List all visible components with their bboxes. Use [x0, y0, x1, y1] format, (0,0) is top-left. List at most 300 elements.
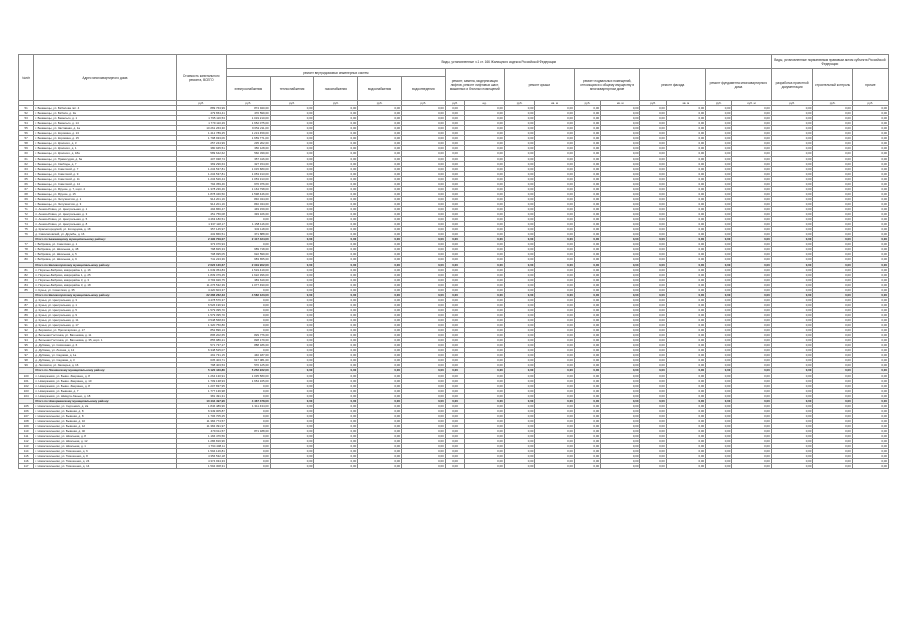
row-address: п. Поречье-Беброво, микрорайон 1, д. 16	[34, 267, 176, 272]
row-number: 57	[19, 136, 34, 141]
row-value-cell: 0,00	[270, 338, 314, 343]
row-value-cell: 0,00	[358, 363, 402, 368]
col-header-water: водоснабжения	[358, 77, 402, 101]
row-address: п. Новоржевск, ул. Бывш. Зверинец, д. 10	[34, 378, 176, 383]
row-value-cell: 0,00	[358, 459, 402, 464]
row-value-cell: 0,00	[771, 201, 813, 206]
row-number: 56	[19, 131, 34, 136]
row-value-cell: 0,00	[666, 272, 705, 277]
row-value-cell: 0,00	[314, 282, 358, 287]
row-value-cell: 0,00	[270, 287, 314, 292]
row-value-cell: 0,00	[535, 368, 574, 373]
row-value-cell: 0,00	[666, 227, 705, 232]
row-value-cell: 0,00	[732, 141, 771, 146]
row-value-cell: 0,00	[504, 338, 535, 343]
row-value-cell: 0,00	[504, 212, 535, 217]
row-value-cell: 0,00	[358, 277, 402, 282]
row-total: 6 526 196,94	[176, 302, 226, 307]
row-value-cell: 0,00	[445, 353, 465, 358]
row-value-cell: 0,00	[504, 201, 535, 206]
row-total: 1 878 346,50	[176, 191, 226, 196]
row-power-cost: 2 319 902,00	[226, 262, 270, 267]
row-value-cell: 0,00	[314, 333, 358, 338]
row-value-cell: 0,00	[640, 106, 666, 111]
row-number: 65	[19, 176, 34, 181]
row-value-cell: 0,00	[445, 222, 465, 227]
row-value-cell: 0,00	[445, 237, 465, 242]
row-number: 67	[19, 186, 34, 191]
row-value-cell: 0,00	[771, 328, 813, 333]
row-value-cell: 0,00	[574, 454, 600, 459]
row-value-cell: 0,00	[771, 146, 813, 151]
row-value-cell: 0,00	[666, 277, 705, 282]
row-value-cell: 0,00	[465, 136, 504, 141]
row-value-cell: 0,00	[666, 368, 705, 373]
row-value-cell: 0,00	[640, 126, 666, 131]
row-value-cell: 0,00	[314, 212, 358, 217]
unit-cell: руб.	[445, 101, 465, 106]
row-value-cell: 0,00	[535, 383, 574, 388]
row-value-cell: 0,00	[771, 191, 813, 196]
row-value-cell: 0,00	[504, 348, 535, 353]
row-value-cell: 0,00	[504, 378, 535, 383]
row-total: 4 356 532,18	[176, 454, 226, 459]
row-value-cell: 0,00	[706, 413, 732, 418]
row-value-cell: 0,00	[574, 368, 600, 373]
row-value-cell: 0,00	[465, 353, 504, 358]
row-value-cell: 0,00	[445, 176, 465, 181]
row-value-cell: 0,00	[574, 393, 600, 398]
row-address: п. Ашево-Ровно, ул. Центральная, д. 5	[34, 217, 176, 222]
row-value-cell: 0,00	[358, 398, 402, 403]
row-value-cell: 0,00	[401, 343, 445, 348]
row-value-cell: 0,00	[771, 237, 813, 242]
col-header-sewer: водоотведения	[401, 77, 445, 101]
row-value-cell: 0,00	[270, 201, 314, 206]
row-value-cell: 0,00	[504, 333, 535, 338]
row-value-cell: 0,00	[640, 333, 666, 338]
row-value-cell: 0,00	[852, 368, 888, 373]
row-value-cell: 0,00	[465, 227, 504, 232]
row-value-cell: 0,00	[666, 363, 705, 368]
row-value-cell: 0,00	[640, 151, 666, 156]
row-value-cell: 0,00	[771, 282, 813, 287]
row-value-cell: 0,00	[666, 318, 705, 323]
row-value-cell: 0,00	[771, 353, 813, 358]
row-value-cell: 0,00	[771, 449, 813, 454]
row-value-cell: 0,00	[771, 247, 813, 252]
row-value-cell: 0,00	[270, 353, 314, 358]
row-value-cell: 0,00	[401, 353, 445, 358]
row-value-cell: 0,00	[270, 358, 314, 363]
row-value-cell: 0,00	[445, 186, 465, 191]
row-number: 96	[19, 348, 34, 353]
row-value-cell: 0,00	[535, 373, 574, 378]
row-value-cell: 0,00	[270, 398, 314, 403]
row-value-cell: 0,00	[535, 227, 574, 232]
row-value-cell: 0,00	[314, 363, 358, 368]
row-value-cell: 0,00	[504, 393, 535, 398]
row-value-cell: 0,00	[666, 444, 705, 449]
row-value-cell: 0,00	[813, 403, 852, 408]
row-value-cell: 0,00	[666, 353, 705, 358]
row-value-cell: 0,00	[732, 434, 771, 439]
row-value-cell: 0,00	[640, 267, 666, 272]
row-address: п. Поречье-Беброво, микрорайон 3, д. 18	[34, 282, 176, 287]
row-value-cell: 0,00	[666, 459, 705, 464]
row-value-cell: 0,00	[314, 368, 358, 373]
row-value-cell: 0,00	[358, 181, 402, 186]
row-value-cell: 0,00	[270, 121, 314, 126]
row-value-cell: 0,00	[601, 191, 640, 196]
row-number: 74	[19, 222, 34, 227]
row-value-cell: 0,00	[445, 439, 465, 444]
row-value-cell: 0,00	[314, 186, 358, 191]
row-value-cell: 0,00	[706, 272, 732, 277]
row-value-cell: 0,00	[771, 242, 813, 247]
row-value-cell: 0,00	[574, 171, 600, 176]
row-value-cell: 0,00	[574, 363, 600, 368]
row-value-cell: 0,00	[401, 383, 445, 388]
row-value-cell: 0,00	[601, 176, 640, 181]
row-value-cell: 0,00	[465, 176, 504, 181]
row-value-cell: 0,00	[358, 413, 402, 418]
row-value-cell: 0,00	[358, 156, 402, 161]
row-value-cell: 0,00	[813, 121, 852, 126]
row-value-cell: 0,00	[732, 196, 771, 201]
row-value-cell: 0,00	[601, 161, 640, 166]
row-value-cell: 0,00	[465, 378, 504, 383]
row-value-cell: 0,00	[504, 287, 535, 292]
row-value-cell: 0,00	[535, 444, 574, 449]
row-value-cell: 0,00	[666, 186, 705, 191]
row-value-cell: 0,00	[574, 424, 600, 429]
row-value-cell: 0,00	[314, 307, 358, 312]
row-value-cell: 0,00	[771, 388, 813, 393]
row-value-cell: 0,00	[640, 136, 666, 141]
row-value-cell: 0,00	[666, 146, 705, 151]
row-value-cell: 0,00	[666, 408, 705, 413]
row-value-cell: 0,00	[771, 418, 813, 423]
row-total: 10 434 497,96	[176, 398, 226, 403]
row-value-cell: 0,00	[270, 257, 314, 262]
row-value-cell: 0,00	[601, 272, 640, 277]
row-value-cell: 0,00	[706, 292, 732, 297]
row-value-cell: 0,00	[601, 353, 640, 358]
row-value-cell: 0,00	[358, 272, 402, 277]
row-value-cell: 0,00	[314, 318, 358, 323]
row-value-cell: 0,00	[852, 252, 888, 257]
row-value-cell: 0,00	[852, 439, 888, 444]
row-address: д. Дубовец, ул. Садовая, д. 1а	[34, 353, 176, 358]
row-value-cell: 0,00	[504, 328, 535, 333]
row-value-cell: 0,00	[732, 206, 771, 211]
row-value-cell: 0,00	[358, 106, 402, 111]
row-value-cell: 0,00	[640, 302, 666, 307]
row-value-cell: 0,00	[732, 287, 771, 292]
row-number: 79	[19, 252, 34, 257]
row-value-cell: 0,00	[771, 302, 813, 307]
row-address: г. Бобровка, ул. Школьная, д. 9	[34, 257, 176, 262]
row-value-cell: 0,00	[666, 242, 705, 247]
row-value-cell: 0,00	[535, 459, 574, 464]
row-value-cell: 0,00	[640, 181, 666, 186]
row-value-cell: 0,00	[852, 201, 888, 206]
row-value-cell: 0,00	[465, 393, 504, 398]
row-value-cell: 0,00	[813, 277, 852, 282]
row-value-cell: 0,00	[535, 403, 574, 408]
row-value-cell: 0,00	[601, 398, 640, 403]
row-value-cell: 0,00	[465, 247, 504, 252]
row-value-cell: 0,00	[732, 348, 771, 353]
row-value-cell: 0,00	[314, 434, 358, 439]
row-value-cell: 0,00	[640, 287, 666, 292]
row-value-cell: 0,00	[401, 156, 445, 161]
row-value-cell: 0,00	[358, 222, 402, 227]
row-total: 1 794 408,11	[176, 444, 226, 449]
row-value-cell: 0,00	[504, 388, 535, 393]
row-power-cost: 0,00	[226, 408, 270, 413]
row-value-cell: 0,00	[852, 348, 888, 353]
row-power-cost: 888 186,00	[226, 343, 270, 348]
row-power-cost: 393 106,00	[226, 212, 270, 217]
row-value-cell: 0,00	[732, 262, 771, 267]
row-value-cell: 0,00	[574, 237, 600, 242]
row-value-cell: 0,00	[358, 338, 402, 343]
row-value-cell: 0,00	[574, 323, 600, 328]
row-value-cell: 0,00	[640, 429, 666, 434]
row-value-cell: 0,00	[504, 418, 535, 423]
row-value-cell: 0,00	[732, 378, 771, 383]
row-value-cell: 0,00	[358, 161, 402, 166]
row-value-cell: 0,00	[314, 413, 358, 418]
row-power-cost: 0,00	[226, 424, 270, 429]
row-value-cell: 0,00	[732, 257, 771, 262]
row-total: 6 349 005,87	[176, 408, 226, 413]
row-number: 64	[19, 171, 34, 176]
row-total: 10 261 263,30	[176, 126, 226, 131]
row-value-cell: 0,00	[666, 323, 705, 328]
row-value-cell: 0,00	[535, 111, 574, 116]
row-value-cell: 0,00	[771, 403, 813, 408]
row-total: 3 548 568,63	[176, 318, 226, 323]
row-value-cell: 0,00	[852, 424, 888, 429]
row-value-cell: 0,00	[640, 434, 666, 439]
row-address: г. Новосокольники, ул. Сергеевич, д. 2а	[34, 403, 176, 408]
row-value-cell: 0,00	[640, 408, 666, 413]
row-power-cost: 357 416,00	[226, 156, 270, 161]
row-address: г. Новосокольники, ул. Бывшая, д. 12	[34, 424, 176, 429]
row-value-cell: 0,00	[574, 388, 600, 393]
row-total: 1 649 354,83	[176, 267, 226, 272]
row-value-cell: 0,00	[314, 181, 358, 186]
row-value-cell: 0,00	[270, 151, 314, 156]
unit-cell: руб.	[504, 101, 535, 106]
row-value-cell: 0,00	[465, 151, 504, 156]
row-value-cell: 0,00	[771, 454, 813, 459]
row-value-cell: 0,00	[601, 106, 640, 111]
row-value-cell: 0,00	[401, 424, 445, 429]
row-value-cell: 0,00	[732, 151, 771, 156]
row-value-cell: 0,00	[852, 393, 888, 398]
row-value-cell: 0,00	[706, 388, 732, 393]
row-value-cell: 0,00	[535, 318, 574, 323]
row-value-cell: 0,00	[706, 348, 732, 353]
row-value-cell: 0,00	[535, 338, 574, 343]
row-value-cell: 0,00	[465, 161, 504, 166]
table-body	[19, 106, 889, 469]
row-value-cell: 0,00	[706, 333, 732, 338]
row-value-cell: 0,00	[813, 449, 852, 454]
row-value-cell: 0,00	[358, 121, 402, 126]
row-value-cell: 0,00	[666, 312, 705, 317]
row-number: 94	[19, 338, 34, 343]
row-power-cost: 0,00	[226, 297, 270, 302]
row-value-cell: 0,00	[358, 418, 402, 423]
row-value-cell: 0,00	[314, 287, 358, 292]
row-value-cell: 0,00	[771, 186, 813, 191]
row-value-cell: 0,00	[574, 121, 600, 126]
row-value-cell: 0,00	[465, 146, 504, 151]
row-value-cell: 0,00	[601, 126, 640, 131]
row-address: г. Новосокольники, ул. Бывшая, д. 8	[34, 408, 176, 413]
row-value-cell: 0,00	[813, 237, 852, 242]
row-value-cell: 0,00	[813, 292, 852, 297]
row-value-cell: 0,00	[504, 343, 535, 348]
row-value-cell: 0,00	[445, 408, 465, 413]
row-number: 76	[19, 232, 34, 237]
row-value-cell: 0,00	[732, 176, 771, 181]
row-value-cell: 0,00	[852, 136, 888, 141]
row-value-cell: 0,00	[852, 186, 888, 191]
row-value-cell: 0,00	[601, 444, 640, 449]
row-value-cell: 0,00	[574, 429, 600, 434]
row-value-cell: 0,00	[666, 434, 705, 439]
row-value-cell: 0,00	[535, 454, 574, 459]
row-value-cell: 0,00	[813, 338, 852, 343]
row-value-cell: 0,00	[314, 106, 358, 111]
col-header-design: разработка проектной документации	[771, 69, 813, 101]
row-value-cell: 0,00	[640, 176, 666, 181]
row-value-cell: 0,00	[813, 267, 852, 272]
row-value-cell: 0,00	[732, 464, 771, 469]
row-value-cell: 0,00	[270, 312, 314, 317]
row-value-cell: 0,00	[574, 111, 600, 116]
row-value-cell: 0,00	[535, 434, 574, 439]
row-value-cell: 0,00	[706, 408, 732, 413]
row-value-cell: 0,00	[270, 408, 314, 413]
row-value-cell: 0,00	[706, 454, 732, 459]
row-value-cell: 0,00	[771, 212, 813, 217]
row-number: 92	[19, 328, 34, 333]
row-value-cell: 0,00	[465, 126, 504, 131]
row-value-cell: 0,00	[358, 408, 402, 413]
row-value-cell: 0,00	[465, 292, 504, 297]
row-value-cell: 0,00	[852, 444, 888, 449]
row-value-cell: 0,00	[706, 318, 732, 323]
row-value-cell: 0,00	[465, 459, 504, 464]
row-total: 479 611,57	[176, 429, 226, 434]
row-total: 1 846 489,96	[176, 403, 226, 408]
row-value-cell: 0,00	[771, 333, 813, 338]
row-value-cell: 0,00	[732, 282, 771, 287]
row-value-cell: 0,00	[706, 191, 732, 196]
row-address: г. Бобровка, ул. Школьная, д. 48	[34, 247, 176, 252]
row-value-cell: 0,00	[535, 312, 574, 317]
row-value-cell: 0,00	[504, 252, 535, 257]
row-value-cell: 0,00	[813, 116, 852, 121]
row-value-cell: 0,00	[732, 429, 771, 434]
row-value-cell: 0,00	[445, 403, 465, 408]
row-value-cell: 0,00	[504, 434, 535, 439]
col-header-lift: ремонт, замена, модернизация лифтов, ремонт лифтовых шахт, машинных и блочных помещений	[445, 69, 504, 101]
row-value-cell: 0,00	[852, 343, 888, 348]
row-value-cell: 0,00	[445, 106, 465, 111]
row-value-cell: 0,00	[535, 464, 574, 469]
row-value-cell: 0,00	[358, 444, 402, 449]
col-header-foundation: ремонт фундамента многоквартирного дома	[706, 69, 772, 101]
row-value-cell: 0,00	[535, 398, 574, 403]
row-value-cell: 0,00	[445, 444, 465, 449]
row-power-cost: 440 187,00	[226, 353, 270, 358]
row-value-cell: 0,00	[504, 373, 535, 378]
row-value-cell: 0,00	[852, 403, 888, 408]
row-value-cell: 0,00	[401, 272, 445, 277]
row-power-cost: 0,00	[226, 348, 270, 353]
row-value-cell: 0,00	[574, 232, 600, 237]
row-value-cell: 0,00	[314, 378, 358, 383]
row-value-cell: 0,00	[401, 151, 445, 156]
row-value-cell: 0,00	[852, 378, 888, 383]
row-value-cell: 0,00	[813, 191, 852, 196]
row-value-cell: 0,00	[314, 358, 358, 363]
unit-cell: кв. м	[601, 101, 640, 106]
row-value-cell: 0,00	[574, 217, 600, 222]
row-total: 571 737,27	[176, 343, 226, 348]
row-total: 4 420 603,37	[176, 287, 226, 292]
row-address: п. Поречье-Беброво, микрорайон 3, д. 3	[34, 277, 176, 282]
row-value-cell: 0,00	[640, 393, 666, 398]
row-value-cell: 0,00	[601, 287, 640, 292]
col-header-power: электроснабжения	[226, 77, 270, 101]
row-value-cell: 0,00	[852, 282, 888, 287]
row-value-cell: 0,00	[732, 222, 771, 227]
row-value-cell: 0,00	[813, 434, 852, 439]
row-value-cell: 0,00	[852, 333, 888, 338]
row-value-cell: 0,00	[270, 161, 314, 166]
row-value-cell: 0,00	[574, 378, 600, 383]
row-value-cell: 0,00	[574, 464, 600, 469]
row-value-cell: 0,00	[535, 212, 574, 217]
row-value-cell: 0,00	[732, 323, 771, 328]
row-value-cell: 0,00	[640, 262, 666, 267]
row-value-cell: 0,00	[732, 136, 771, 141]
row-value-cell: 0,00	[445, 116, 465, 121]
row-value-cell: 0,00	[314, 388, 358, 393]
row-address: г. Бежаницы, ул. Бевельсо, д. 1	[34, 116, 176, 121]
row-total: 1 706 705,25	[176, 413, 226, 418]
row-value-cell: 0,00	[732, 106, 771, 111]
row-value-cell: 0,00	[706, 151, 732, 156]
row-value-cell: 0,00	[465, 358, 504, 363]
row-value-cell: 0,00	[771, 318, 813, 323]
row-value-cell: 0,00	[732, 413, 771, 418]
row-value-cell: 0,00	[445, 424, 465, 429]
row-value-cell: 0,00	[771, 287, 813, 292]
row-power-cost: 332 118,00	[226, 227, 270, 232]
row-value-cell: 0,00	[813, 348, 852, 353]
row-address: г. Бежаницы, ул. Коровина, д. 13	[34, 131, 176, 136]
